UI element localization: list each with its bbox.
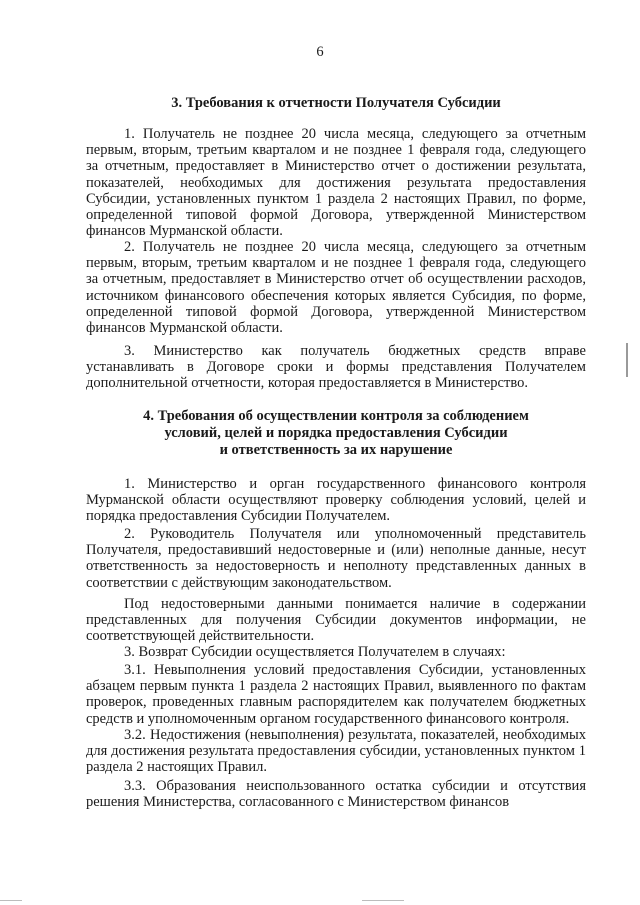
section-3-paragraph-2: 2. Получатель не позднее 20 числа месяца, следующего за отчетным первым, вторым, третьим кварталом и не позднее 1 февраля года, следующего за отчетным, предоставляет в Министерство отчет об осуществлении расходов, источником финансового обеспечения которых является Субсидия, по форме, определенной типовой формой Договора, утвержденной Министерством финансов Мурманской области.	[86, 239, 586, 337]
section-4-paragraph-6: 3.2. Недостижения (невыполнения) результата, показателей, необходимых для достижения результата предоставления субсидии, установленных пунктом 1 раздела 2 настоящих Правил.	[86, 727, 586, 776]
section-4-heading-line-1: 4. Требования об осуществлении контроля за соблюдением	[143, 408, 529, 424]
scan-edge-mid	[362, 900, 404, 901]
page-number: 6	[316, 44, 324, 60]
section-4-heading-line-2: условий, целей и порядка предоставления Субсидии	[164, 425, 508, 441]
section-4-heading	[86, 408, 586, 459]
section-4-paragraph-2: 2. Руководитель Получателя или уполномоченный представитель Получателя, предоставивший недостоверные и (или) неполные данные, несут ответственность за недостоверность и неполноту представленных данных в соответствии с действующим законодательством.	[86, 526, 586, 591]
section-4-paragraph-4: 3. Возврат Субсидии осуществляется Получателем в случаях:	[124, 644, 506, 660]
section-4-paragraph-5: 3.1. Невыполнения условий предоставления Субсидии, установленных абзацем первым пункта 1 раздела 2 настоящих Правил, выявленного по фактам проверок, проведенных главным распорядителем как получателем бюджетных средств и уполномоченным органом государственного финансового контроля.	[86, 662, 586, 727]
section-3-paragraph-1: 1. Получатель не позднее 20 числа месяца, следующего за отчетным первым, вторым, третьим кварталом и не позднее 1 февраля года, следующего за отчетным, предоставляет в Министерство отчет о достижении результата, показателей, необходимых для достижения результата предоставления Субсидии, установленных пунктом 1 раздела 2 настоящих Правил, по форме, определенной типовой формой Договора, утвержденной Министерством финансов Мурманской области.	[86, 126, 586, 240]
section-3-heading: 3. Требования к отчетности Получателя Субсидии	[171, 95, 501, 111]
section-4-paragraph-1: 1. Министерство и орган государственного финансового контроля Мурманской области осуществляют проверку соблюдения условий, целей и порядка предоставления Субсидии Получателем.	[86, 476, 586, 525]
section-4-paragraph-3: Под недостоверными данными понимается наличие в содержании представленных для получения Субсидии документов информации, не соответствующей действительности.	[86, 596, 586, 645]
margin-mark	[626, 343, 628, 377]
scan-edge-left	[0, 900, 22, 901]
section-4-paragraph-7: 3.3. Образования неиспользованного остатка субсидии и отсутствия решения Министерства, согласованного с Министерством финансов	[86, 778, 586, 811]
section-3-paragraph-3: 3. Министерство как получатель бюджетных средств вправе устанавливать в Договоре сроки и формы представления Получателем дополнительной отчетности, которая предоставляется в Министерство.	[86, 343, 586, 392]
section-4-heading-line-3: и ответственность за их нарушение	[219, 442, 453, 458]
